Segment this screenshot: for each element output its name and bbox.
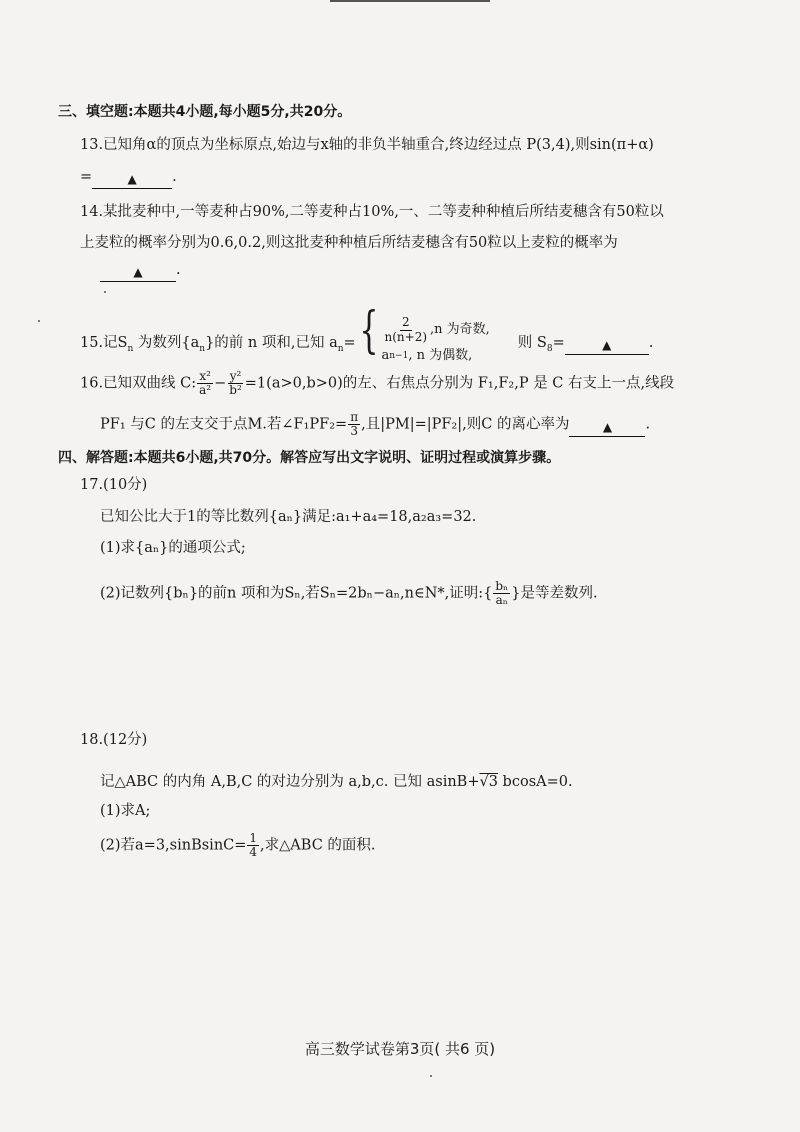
q16-answer-blank[interactable] <box>569 420 645 437</box>
q15-piecewise: $\frac{2}{n(n+2)}$ ,n 为奇数, a n−1 , n 为偶数, <box>381 315 490 364</box>
q18-part2: (2)若a=3,sinBsinC= $\frac{1}{4}$ ,求△ABC 的面积. <box>100 831 376 860</box>
q13-eq: = <box>80 169 93 185</box>
q14-line2: 上麦粒的概率分别为0.6,0.2,则这批麦种种植后所结麦穗含有50粒以上麦粒的概率为 <box>80 235 618 251</box>
q13-line2 <box>80 169 177 189</box>
section3-header: 三、填空题:本题共4小题,每小题5分,共20分。 <box>58 104 352 120</box>
q17-stem: 已知公比大于1的等比数列{aₙ}满足:a₁+a₄=18,a₂a₃=32. <box>100 509 477 525</box>
scan-speck <box>430 1075 432 1077</box>
q14-end: . <box>176 262 181 278</box>
q17-part1: (1)求{aₙ}的通项公式; <box>100 540 246 556</box>
answer-marker-icon: ▲ <box>602 338 612 352</box>
section4-header: 四、解答题:本题共6小题,共70分。解答应写出文字说明、证明过程或演算步骤。 <box>58 450 561 466</box>
q18-part1: (1)求A; <box>100 803 151 819</box>
q18-title: 18.(12分) <box>80 732 148 748</box>
q16-line1: 16.已知双曲线 C: $\frac{\text{x²}}{\text{a²}}$ − $\frac{\text{y²}}{\text{b²}}$ =1(a>0,b>0)的左、右焦点分别为 F₁,F₂,P 是 C 右支上一点,线段 <box>80 369 675 398</box>
answer-marker-icon: ▲ <box>602 419 613 434</box>
q13-end: . <box>172 169 177 185</box>
q13-answer-blank[interactable] <box>92 172 172 189</box>
answer-marker-icon: ▲ <box>133 265 143 279</box>
q15-line: 15.记$S_n$ 为数列$\{a_n\}$的前 n 项和,已知 $a_n=${ $\frac{2}{n(n+2)}$ ,n 为奇数, a n−1 , n 为偶数, 则 $S_8=$ ▲ . <box>80 300 653 369</box>
q15-answer-blank[interactable] <box>565 338 649 355</box>
q17-title: 17.(10分) <box>80 477 148 493</box>
q18-stem: 记△ABC 的内角 A,B,C 的对边分别为 a,b,c. 已知 asinB+√3 bcosA=0. <box>100 774 573 790</box>
scan-speck <box>104 291 106 293</box>
q14-answer-blank[interactable] <box>100 265 176 282</box>
q14-line1: 14.某批麦种中,一等麦种占90%,二等麦种占10%,一、二等麦种种植后所结麦穗含有50粒以 <box>80 204 664 220</box>
q14-line3 <box>100 262 181 282</box>
top-rule <box>330 0 490 2</box>
q16-line2: PF₁ 与C 的左支交于点M.若∠F₁PF₂= $\frac{\pi}{3}$ ,且|PM|=|PF₂|,则C 的离心率为 ▲ . <box>100 410 651 439</box>
answer-marker-icon: ▲ <box>127 172 137 186</box>
scan-speck <box>38 320 40 322</box>
left-brace: { <box>359 301 379 359</box>
q13-line1: 13.已知角α的顶点为坐标原点,始边与x轴的非负半轴重合,终边经过点 P(3,4),则sin(π+α) <box>80 137 654 153</box>
page-footer: 高三数学试卷第3页( 共6 页) <box>304 1040 496 1058</box>
q17-part2: (2)记数列{bₙ}的前n 项和为Sₙ,若Sₙ=2bₙ−aₙ,n∈N*,证明:{ $\frac{\text{bₙ}}{\text{aₙ}}$ }是等差数列. <box>100 579 598 608</box>
